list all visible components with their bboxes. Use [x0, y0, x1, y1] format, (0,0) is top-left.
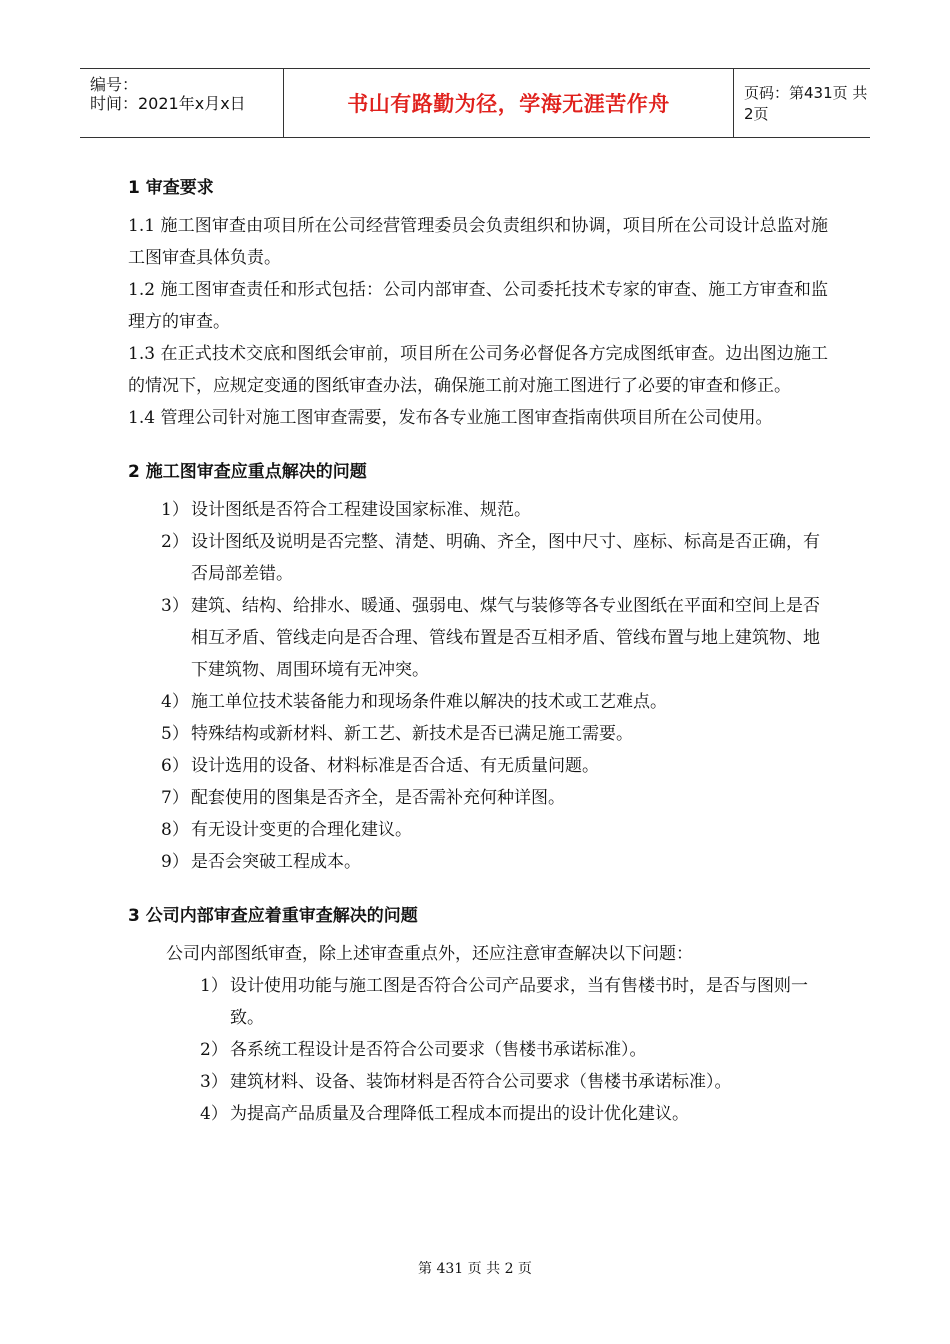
- section-1-title: 1 审查要求: [128, 178, 214, 198]
- list-item: 1） 设计图纸是否符合工程建设国家标准、规范。: [161, 500, 531, 520]
- header-meta-cell: [80, 69, 284, 137]
- list-item: 6） 设计选用的设备、材料标准是否合适、有无质量问题。: [161, 756, 599, 776]
- list-item: 8） 有无设计变更的合理化建议。: [161, 820, 412, 840]
- list-item: 5） 特殊结构或新材料、新工艺、新技术是否已满足施工需要。: [161, 724, 633, 744]
- list-item: 4） 为提高产品质量及合理降低工程成本而提出的设计优化建议。: [200, 1104, 689, 1124]
- paragraph-1-2: 1.2 施工图审查责任和形式包括：公司内部审查、公司委托技术专家的审查、施工方审查和监理方的审查。: [128, 280, 828, 332]
- list-item: 3） 建筑、结构、给排水、暖通、强弱电、煤气与装修等各专业图纸在平面和空间上是否相互矛盾、管线走向是否合理、管线布置是否互相矛盾、管线布置与地上建筑物、地下建筑物、周围环境有无冲突。: [161, 596, 820, 680]
- document-date-label: 时间：2021年x月x日: [90, 94, 246, 113]
- list-item: 2） 设计图纸及说明是否完整、清楚、明确、齐全，图中尺寸、座标、标高是否正确，有否局部差错。: [161, 532, 820, 584]
- paragraph-1-4: 1.4 管理公司针对施工图审查需要，发布各专业施工图审查指南供项目所在公司使用。: [128, 408, 773, 428]
- section-3-intro: 公司内部图纸审查，除上述审查重点外，还应注意审查解决以下问题：: [166, 944, 693, 964]
- paragraph-1-3: 1.3 在正式技术交底和图纸会审前，项目所在公司务必督促各方完成图纸审查。边出图边施工的情况下，应规定变通的图纸审查办法，确保施工前对施工图进行了必要的审查和修正。: [128, 344, 828, 396]
- list-item: 3） 建筑材料、设备、装饰材料是否符合公司要求（售楼书承诺标准）。: [200, 1072, 732, 1092]
- list-item: 7） 配套使用的图集是否齐全，是否需补充何种详图。: [161, 788, 565, 808]
- section-3-title: 3 公司内部审查应着重审查解决的问题: [128, 906, 418, 926]
- list-item: 9） 是否会突破工程成本。: [161, 852, 361, 872]
- list-item: 2） 各系统工程设计是否符合公司要求（售楼书承诺标准）。: [200, 1040, 647, 1060]
- section-2-title: 2 施工图审查应重点解决的问题: [128, 462, 367, 482]
- list-item: 4） 施工单位技术装备能力和现场条件难以解决的技术或工艺难点。: [161, 692, 667, 712]
- paragraph-1-1: 1.1 施工图审查由项目所在公司经营管理委员会负责组织和协调，项目所在公司设计总监对施工图审查具体负责。: [128, 216, 828, 268]
- header-motto: 书山有路勤为径，学海无涯苦作舟: [284, 69, 734, 137]
- header-table: [80, 68, 870, 138]
- document-body: [128, 172, 828, 1130]
- section-2-list: [128, 494, 828, 878]
- list-item: 1） 设计使用功能与施工图是否符合公司产品要求，当有售楼书时，是否与图则一致。: [200, 976, 808, 1028]
- section-3-list: [128, 970, 828, 1130]
- header-page-label: 页码：第431页 共2页: [744, 84, 868, 123]
- document-number-label: 编号：: [90, 75, 139, 94]
- page-footer: 第 431 页 共 2 页: [418, 1261, 532, 1277]
